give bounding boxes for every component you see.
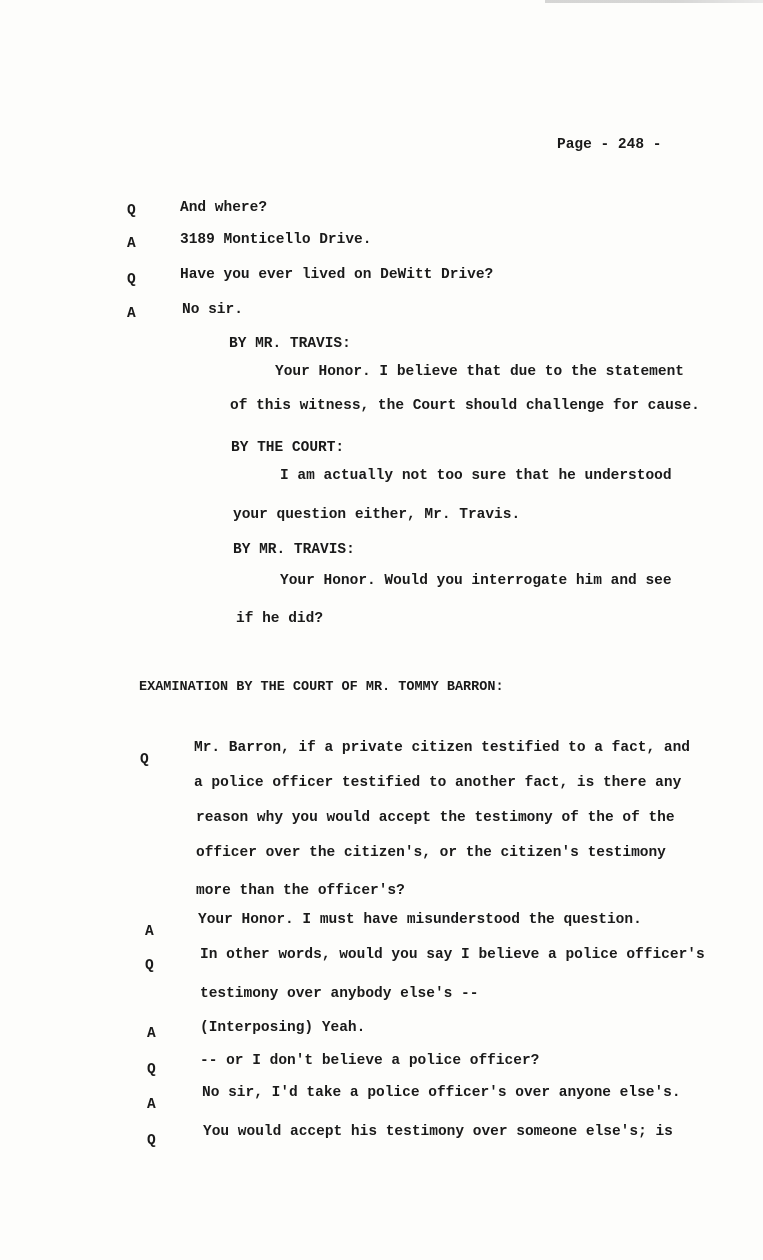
speaker-label: Q xyxy=(127,203,136,219)
transcript-line: more than the officer's? xyxy=(196,883,405,899)
speaker-label: A xyxy=(147,1097,156,1113)
speaker-label: A xyxy=(147,1026,156,1042)
transcript-line: No sir. xyxy=(182,302,243,318)
transcript-line: Your Honor. I believe that due to the statement xyxy=(275,364,684,380)
examination-heading: EXAMINATION BY THE COURT OF MR. TOMMY BARRON: xyxy=(139,680,504,695)
speaker-label: A xyxy=(127,236,136,252)
page-number: Page - 248 - xyxy=(557,137,662,153)
transcript-line: I am actually not too sure that he understood xyxy=(280,468,672,484)
transcript-line: No sir, I'd take a police officer's over anyone else's. xyxy=(202,1085,681,1101)
speaker-label: Q xyxy=(127,272,136,288)
transcript-line: a police officer testified to another fact, is there any xyxy=(194,775,682,791)
speaker-label: A xyxy=(145,924,154,940)
transcript-line: if he did? xyxy=(236,611,324,627)
speaker-heading: BY MR. TRAVIS: xyxy=(233,542,355,558)
transcript-line: In other words, would you say I believe a police officer's xyxy=(200,947,705,963)
transcript-line: Mr. Barron, if a private citizen testified to a fact, and xyxy=(194,740,690,756)
transcript-line: And where? xyxy=(180,200,268,216)
speaker-heading: BY THE COURT: xyxy=(231,440,345,456)
transcript-line: Have you ever lived on DeWitt Drive? xyxy=(180,267,494,283)
transcript-line: reason why you would accept the testimony of the of the xyxy=(196,810,675,826)
transcript-line: 3189 Monticello Drive. xyxy=(180,232,372,248)
transcript-line: You would accept his testimony over someone else's; is xyxy=(203,1124,673,1140)
transcript-line: officer over the citizen's, or the citizen's testimony xyxy=(196,845,666,861)
transcript-line: Your Honor. Would you interrogate him and see xyxy=(280,573,672,589)
transcript-line: testimony over anybody else's -- xyxy=(200,986,479,1002)
speaker-label: A xyxy=(127,306,136,322)
speaker-heading: BY MR. TRAVIS: xyxy=(229,336,351,352)
transcript-line: Your Honor. I must have misunderstood the question. xyxy=(198,912,642,928)
speaker-label: Q xyxy=(147,1062,156,1078)
speaker-label: Q xyxy=(147,1133,156,1149)
transcript-line: of this witness, the Court should challenge for cause. xyxy=(230,398,700,414)
speaker-label: Q xyxy=(145,958,154,974)
transcript-line: (Interposing) Yeah. xyxy=(200,1020,366,1036)
transcript-line: -- or I don't believe a police officer? xyxy=(200,1053,540,1069)
transcript-line: your question either, Mr. Travis. xyxy=(233,507,521,523)
top-edge-scan-mark xyxy=(545,0,763,3)
speaker-label: Q xyxy=(140,752,149,768)
